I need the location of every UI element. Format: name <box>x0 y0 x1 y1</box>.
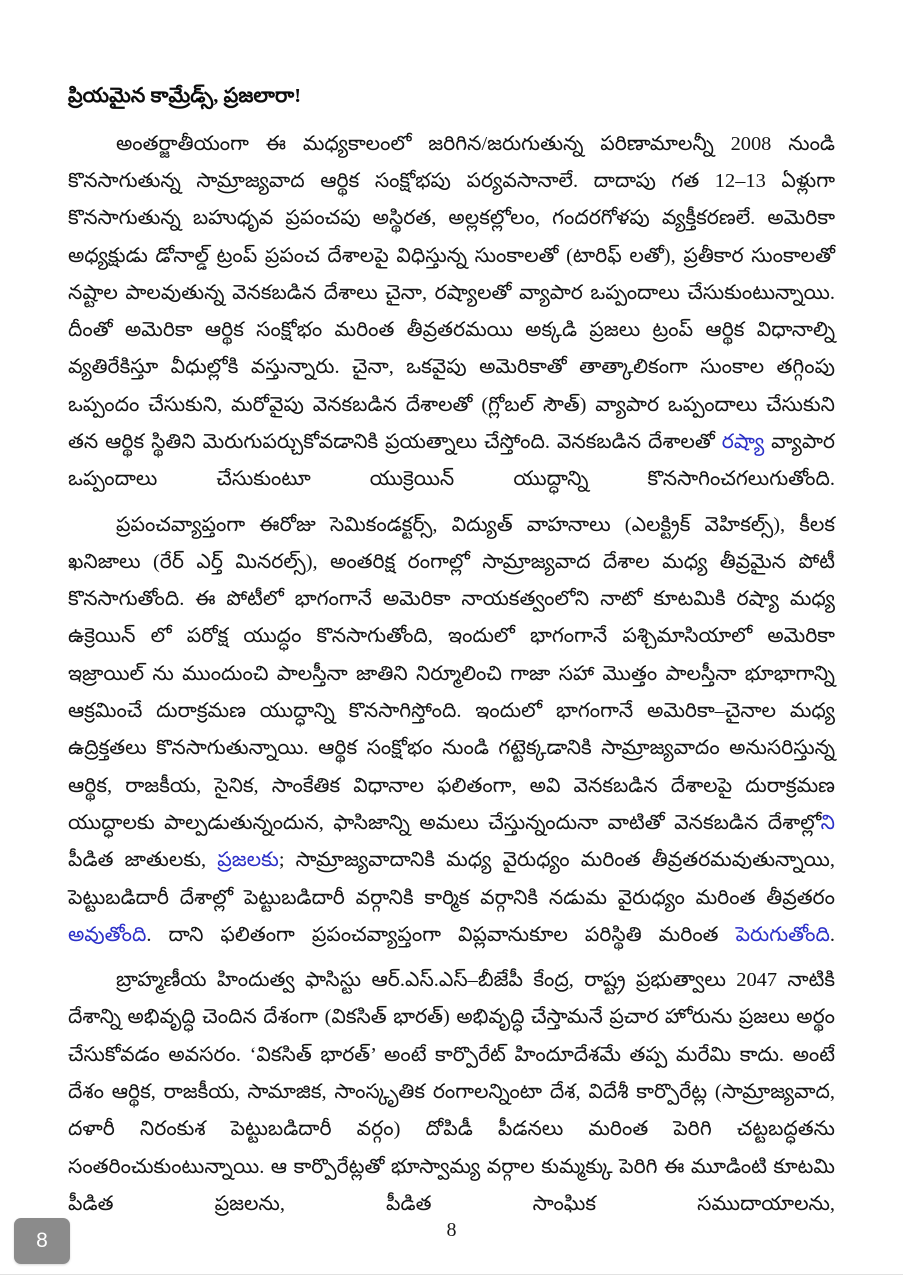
highlighted-text: రష్యా <box>721 431 765 453</box>
highlighted-text: ప్రజలకు <box>217 849 279 872</box>
highlighted-text: అవుతోంది <box>68 923 147 946</box>
page-content <box>68 84 835 1223</box>
footer-page-number: 8 <box>446 1219 457 1241</box>
paragraph-2: ప్రపంచవ్యాప్తంగా ఈరోజు సెమికండక్టర్స్, విద్యుత్ వాహనాలు (ఎలక్ట్రిక్ వెహికల్స్), కీలక ఖనిజాలు (రేర్ ఎర్త్ మినరల్స్), అంతరిక్ష రంగాల్లో సామ్రాజ్యవాద దేశాల మధ్య తీవ్రమైన పోటీ కొనసాగుతోంది. ఈ పోటీలో భాగంగానే అమెరికా నాయకత్వంలోని నాటో కూటమికి రష్యా మధ్య ఉక్రెయిన్ లో పరోక్ష యుద్ధం కొనసాగుతోంది, ఇందులో భాగంగానే పశ్చిమాసియాలో అమెరికా ఇజ్రాయిల్ ను ముందుంచి పాలస్తీనా జాతిని నిర్మూలించి గాజా సహా మొత్తం పాలస్తీనా భూభాగాన్ని ఆక్రమించే దురాక్రమణ యుద్ధాన్ని కొనసాగిస్తోంది. ఇందులో భాగంగానే అమెరికా–చైనాల మధ్య ఉద్రిక్తతలు కొనసాగుతున్నాయి. ఆర్థిక సంక్షోభం నుండి గట్టెక్కడానికి సామ్రాజ్యవాదం అనుసరిస్తున్న ఆర్థిక, రాజకీయ, సైనిక, సాంకేతిక విధానాల ఫలితంగా, అవి వెనకబడిన దేశాలపై దురాక్రమణ యుద్ధాలకు పాల్పడుతున్నందున, ఫాసిజాన్ని అమలు చేస్తున్నందునా వాటితో వెనకబడిన దేశాల్లోని పీడిత జాతులకు, ప్రజలకు; సామ్రాజ్యవాదానికి మధ్య వైరుధ్యం మరింత తీవ్రతరమవుతున్నాయి, పెట్టుబడిదారీ దేశాల్లో పెట్టుబడిదారీ వర్గానికి కార్మిక వర్గానికి నడుమ వైరుధ్యం మరింత తీవ్రతరం అవుతోంది. దాని ఫలితంగా ప్రపంచవ్యాప్తంగా విప్లవానుకూల పరిస్థితి మరింత పెరుగుతోంది. <box>68 513 835 946</box>
highlighted-text: పెరుగుతోంది <box>735 923 830 946</box>
paragraph-3: బ్రాహ్మణీయ హిందుత్వ ఫాసిస్టు ఆర్.ఎస్.ఎస్–బీజేపీ కేంద్ర, రాష్ట్ర ప్రభుత్వాలు 2047 నాటికి దేశాన్ని అభివృద్ధి చెందిన దేశంగా (వికసిత్ భారత్) అభివృద్ధి చేస్తామనే ప్రచార హోరును ప్రజలు అర్థం చేసుకోవడం అవసరం. ‘వికసిత్ భారత్’ అంటే కార్పొరేట్ హిందూదేశమే తప్ప మరేమి కాదు. అంటే దేశం ఆర్థిక, రాజకీయ, సామాజిక, సాంస్కృతిక రంగాలన్నింటా దేశ, విదేశీ కార్పొరేట్ల (సామ్రాజ్యవాద, దళారీ నిరంకుశ పెట్టుబడిదారీ వర్గం) దోపిడీ పీడనలు మరింత పెరిగి చట్టబద్ధతను సంతరించుకుంటున్నాయి. ఆ కార్పొరేట్లతో భూస్వామ్య వర్గాల కుమ్మక్కు పెరిగి ఈ మూడింటి కూటమి పీడిత ప్రజలను, పీడిత సాంఘిక సముదాయాలను, <box>68 969 835 1215</box>
paragraph-1: అంతర్జాతీయంగా ఈ మధ్యకాలంలో జరిగిన/జరుగుతున్న పరిణామాలన్నీ 2008 నుండి కొనసాగుతున్న సామ్రాజ్యవాద ఆర్థిక సంక్షోభపు పర్యవసానాలే. దాదాపు గత 12–13 ఏళ్లుగా కొనసాగుతున్న బహుధృవ ప్రపంచపు అస్థిరత, అల్లకల్లోలం, గందరగోళపు వ్యక్తీకరణలే. అమెరికా అధ్యక్షుడు డోనాల్డ్ ట్రంప్ ప్రపంచ దేశాలపై విధిస్తున్న సుంకాలతో (టారిఫ్ లతో), ప్రతీకార సుంకాలతో నష్టాల పాలవుతున్న వెనకబడిన దేశాలు చైనా, రష్యాలతో వ్యాపార ఒప్పందాలు చేసుకుంటున్నాయి. దీంతో అమెరికా ఆర్థిక సంక్షోభం మరింత తీవ్రతరమయి అక్కడి ప్రజలు ట్రంప్ ఆర్థిక విధానాల్ని వ్యతిరేకిస్తూ వీధుల్లోకి వస్తున్నారు. చైనా, ఒకవైపు అమెరికాతో తాత్కాలికంగా సుంకాల తగ్గింపు ఒప్పందం చేసుకుని, మరోవైపు వెనకబడిన దేశాలతో (గ్లోబల్ సౌత్) వ్యాపార ఒప్పందాలు చేసుకుని తన ఆర్థిక స్థితిని మెరుగుపర్చుకోవడానికి ప్రయత్నాలు చేస్తోంది. వెనకబడిన దేశాలతో రష్యా వ్యాపార ఒప్పందాలు చేసుకుంటూ యుక్రెయిన్ యుద్ధాన్ని కొనసాగించగలుగుతోంది. <box>68 132 835 491</box>
bottom-divider <box>0 1274 903 1275</box>
viewer-page-badge[interactable]: 8 <box>14 1218 70 1264</box>
page-title: ప్రియమైన కామ్రేడ్స్, ప్రజలారా! <box>68 85 302 107</box>
highlighted-text: ని <box>820 811 835 834</box>
